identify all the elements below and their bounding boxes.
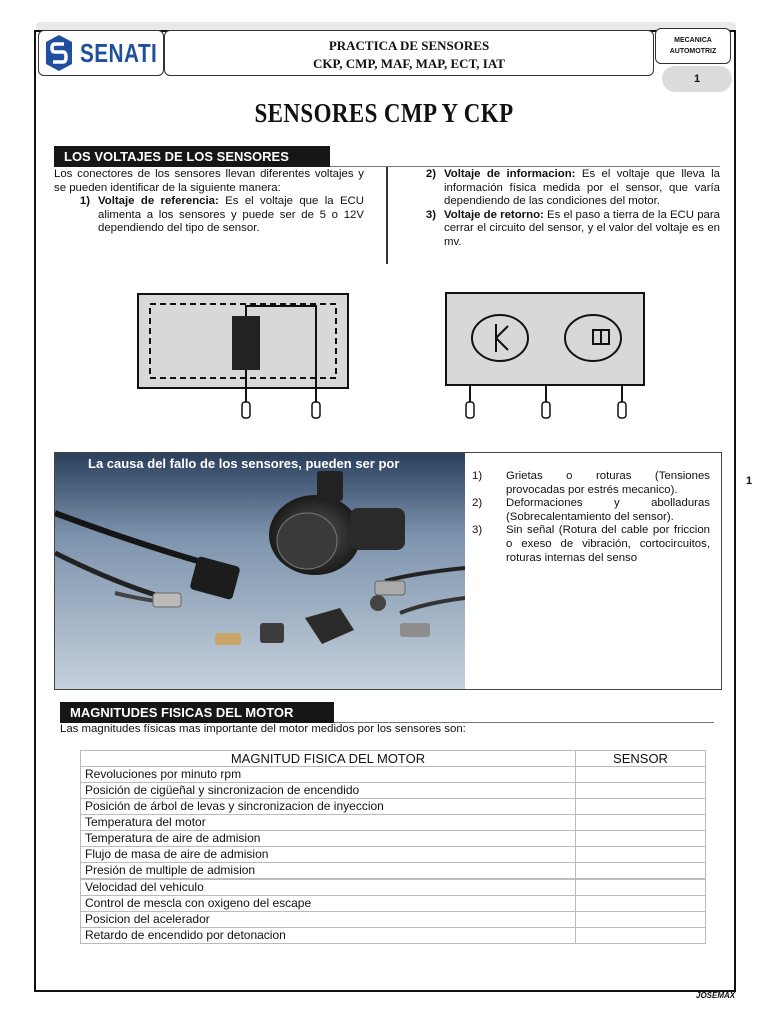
side-page-number: 1 bbox=[746, 475, 753, 487]
sensor-cell[interactable] bbox=[576, 912, 706, 928]
page-number-badge: 1 bbox=[662, 66, 732, 92]
table-row: Temperatura de aire de admision bbox=[81, 831, 706, 847]
sensors-photo bbox=[55, 453, 465, 689]
sensor-cell[interactable] bbox=[576, 783, 706, 799]
failure-item-2: 2) Deformaciones y abolladuras (Sobrecalentamiento del sensor). bbox=[472, 497, 710, 523]
sensor-cell[interactable] bbox=[576, 847, 706, 863]
sensor-cell[interactable] bbox=[576, 863, 706, 879]
table-row: Revoluciones por minuto rpm bbox=[81, 767, 706, 783]
failure-causes-list bbox=[472, 470, 710, 565]
logo-text: SENATI bbox=[80, 38, 158, 68]
section1-heading: LOS VOLTAJES DE LOS SENSORES bbox=[54, 146, 330, 167]
sensor-cell[interactable] bbox=[576, 815, 706, 831]
header-title-line1: PRACTICA DE SENSORES bbox=[328, 38, 490, 53]
table-row: Control de mescla con oxigeno del escape bbox=[81, 896, 706, 912]
voltage-item-3-term: Voltaje de retorno: bbox=[444, 208, 544, 221]
failure-item-1-text: Grietas o roturas (Tensiones provocadas por estrés mecanico). bbox=[506, 470, 710, 496]
section2-heading: MAGNITUDES FISICAS DEL MOTOR bbox=[60, 702, 334, 723]
voltage-item-1: 1) Voltaje de referencia: Es el voltaje que la ECU alimenta a los sensores y puede ser de 5 o 12V dependiendo del tipo de sensor. bbox=[79, 195, 364, 235]
corner-line1: MECANICA bbox=[674, 37, 712, 44]
table-row: Posición de árbol de levas y sincronizacion de inyeccion bbox=[81, 799, 706, 815]
table-row: Temperatura del motor bbox=[81, 815, 706, 831]
header-title-line2: CKP, CMP, MAF, MAP, ECT, IAT bbox=[313, 56, 505, 71]
col-header-magnitud: MAGNITUD FISICA DEL MOTOR bbox=[81, 751, 576, 767]
section1-rule bbox=[330, 166, 720, 167]
section2-intro: Las magnitudes físicas mas importante del motor medidos por los sensores son: bbox=[60, 723, 466, 735]
col-header-sensor: SENSOR bbox=[576, 751, 706, 767]
table-row: Presión de multiple de admision bbox=[81, 863, 706, 879]
senati-logo-icon bbox=[44, 34, 74, 72]
voltages-intro: Los conectores de los sensores llevan diferentes voltajes y se pueden identificar de la siguiente manera: bbox=[54, 168, 364, 194]
voltage-item-2-term: Voltaje de informacion: bbox=[444, 168, 576, 180]
voltage-item-1-text: Es el voltaje que la ECU alimenta a los sensores y puede ser de 5 o 12V dependiendo del tipo de sensor. bbox=[98, 195, 364, 235]
header-title-box bbox=[164, 30, 654, 76]
sensor-connector-diagram-left bbox=[130, 290, 355, 425]
failure-item-3: 3) Sin señal (Rotura del cable por friccion o exeso de vibración, cortocircuitos, roturas internas del senso bbox=[472, 524, 710, 564]
sensor-cell[interactable] bbox=[576, 767, 706, 783]
magnitudes-table-continued bbox=[80, 879, 706, 944]
sensor-cell[interactable] bbox=[576, 896, 706, 912]
voltage-item-2: 2) Voltaje de informacion: Es el voltaje que lleva la información física medida por el sensor, que varía dependiendo de las condiciones del motor. bbox=[425, 168, 720, 208]
voltage-item-1-term: Voltaje de referencia: bbox=[98, 195, 219, 208]
table-row: Flujo de masa de aire de admision bbox=[81, 847, 706, 863]
table-row: Posicion del acelerador bbox=[81, 912, 706, 928]
failure-item-1: 1) Grietas o roturas (Tensiones provocadas por estrés mecanico). bbox=[472, 470, 710, 496]
table-header-row bbox=[81, 751, 706, 767]
sensor-cell[interactable] bbox=[576, 928, 706, 944]
main-title: SENSORES CMP Y CKP bbox=[254, 98, 514, 128]
failure-item-3-text: Sin señal (Rotura del cable por friccion o exeso de vibración, cortocircuitos, roturas internas del senso bbox=[506, 524, 710, 564]
sensor-cell[interactable] bbox=[576, 799, 706, 815]
magnitudes-table bbox=[80, 750, 706, 879]
footer-signature: JOSEMAX bbox=[696, 991, 736, 1000]
corner-box bbox=[655, 28, 731, 64]
column-divider bbox=[386, 167, 388, 264]
voltage-item-3-text: Es el paso a tierra de la ECU para cerrar el circuito del sensor, y el valor del voltaje es en mv. bbox=[444, 208, 720, 248]
voltages-right-column bbox=[410, 168, 720, 250]
voltage-item-2-text: Es el voltaje que lleva la información física medida por el sensor, que varía dependiendo de las condiciones del motor. bbox=[444, 168, 720, 208]
sensor-connector-diagram-right bbox=[440, 290, 655, 425]
table-row: Posición de cigüeñal y sincronizacion de encendido bbox=[81, 783, 706, 799]
voltage-item-3: 3) Voltaje de retorno: Es el paso a tierra de la ECU para cerrar el circuito del sensor, y el valor del voltaje es en mv. bbox=[425, 208, 720, 248]
sensor-cell[interactable] bbox=[576, 831, 706, 847]
voltages-left-column bbox=[54, 168, 364, 236]
photo-caption: La causa del fallo de los sensores, pueden ser por bbox=[88, 456, 400, 471]
table-row: Velocidad del vehiculo bbox=[81, 880, 706, 896]
failure-item-2-text: Deformaciones y abolladuras (Sobrecalentamiento del sensor). bbox=[506, 497, 710, 523]
table-row: Retardo de encendido por detonacion bbox=[81, 928, 706, 944]
sensor-cell[interactable] bbox=[576, 880, 706, 896]
corner-line2: AUTOMOTRIZ bbox=[669, 48, 717, 55]
